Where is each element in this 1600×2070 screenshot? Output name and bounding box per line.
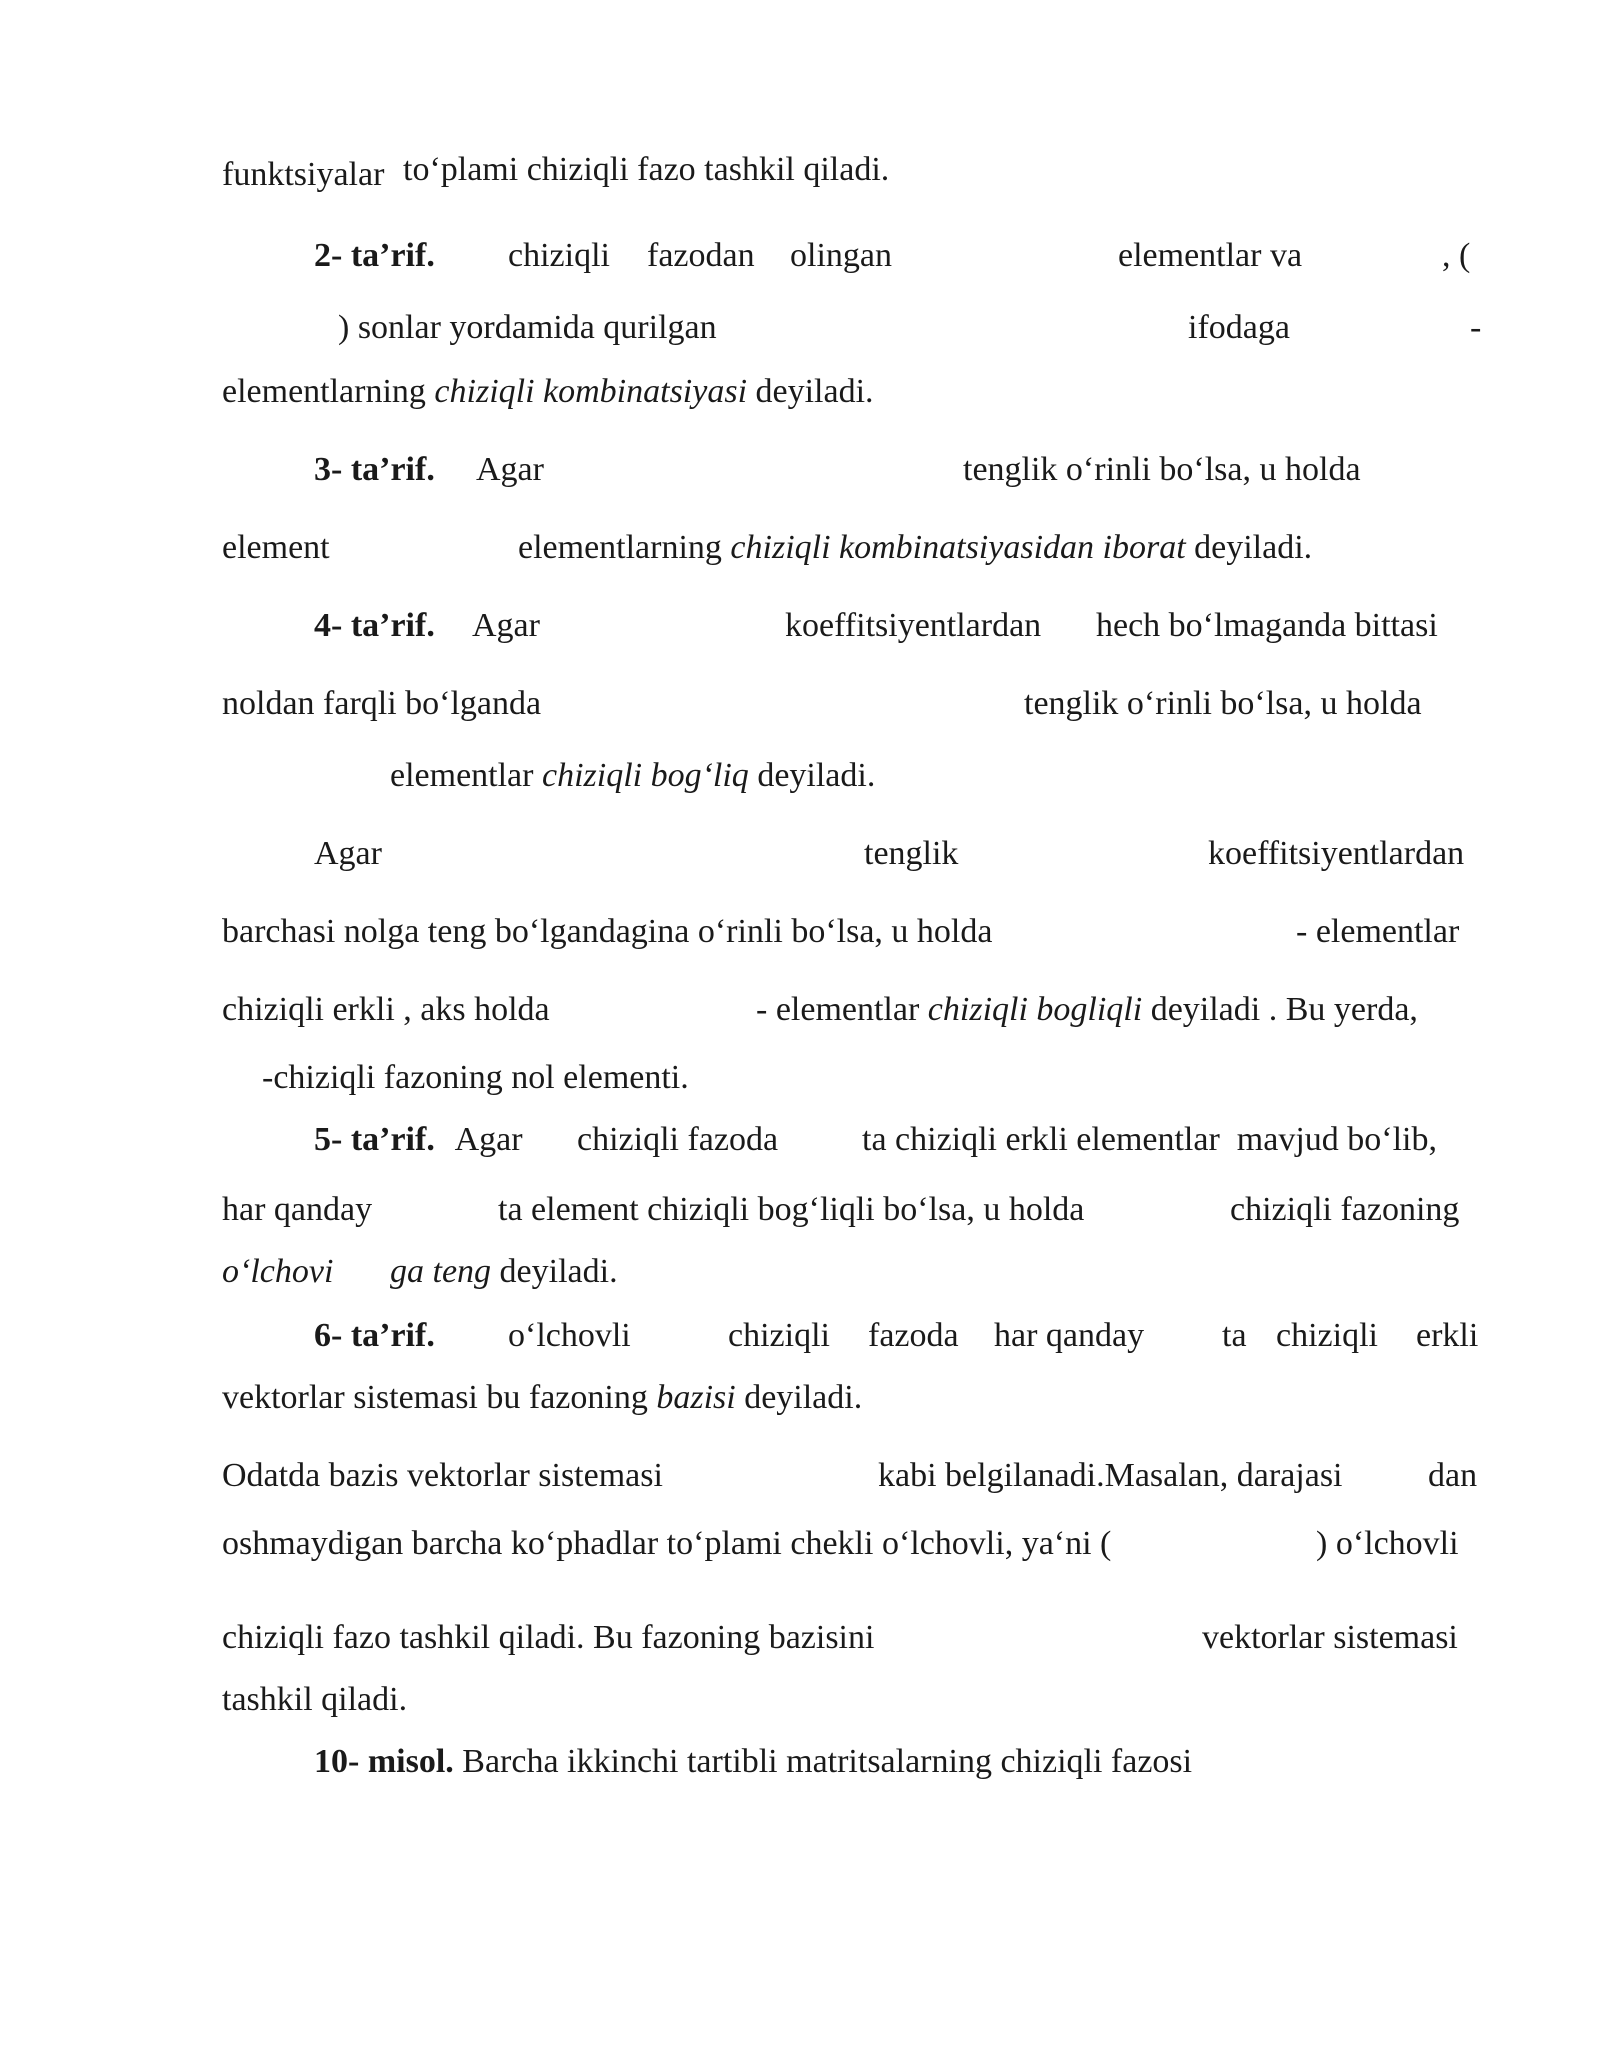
definition-5-heading: 5- ta’rif. [314,1121,435,1158]
text-line-18c: deyiladi. [735,1379,863,1416]
example-10-heading: 10- misol. [314,1743,454,1780]
text-line-15a: har qanday [222,1191,373,1228]
text-line-4a: elementlarning [222,373,435,410]
text-line-4c: deyiladi. [747,373,874,410]
text-line-19c: dan [1428,1457,1478,1494]
text-line-6a: element [222,529,330,566]
text-line-11a: barchasi nolga teng bo‘lgandagina o‘rinli bo‘lsa, u holda [222,913,993,950]
text-line-15c: chiziqli fazoning [1230,1191,1460,1228]
text-line-18a: vektorlar sistemasi bu fazoning [222,1379,657,1416]
text-line-17f: chiziqli [1276,1317,1378,1354]
text-line-12 [756,990,1418,1030]
text-line-10a: Agar [314,835,382,872]
text-line-23b: Barcha ikkinchi tartibli matritsalarning chiziqli fazosi [453,1743,1193,1780]
text-line-13: -chiziqli fazoning nol elementi. [262,1059,689,1096]
text-line-19b: kabi belgilanadi.Masalan, darajasi [878,1457,1343,1494]
term-chiziqli-bogliq: chiziqli bog‘liq [541,757,749,794]
text-line-17c: fazoda [868,1317,959,1354]
text-line-5a: Agar [476,451,544,488]
text-line-2e: , ( [1442,237,1471,274]
text-line-7a: Agar [472,607,540,644]
text-line-7c: hech bo‘lmaganda bittasi [1096,607,1438,644]
definition-3-heading: 3- ta’rif. [314,451,435,488]
term-ga-teng: ga teng [390,1253,492,1290]
text-line-10c: koeffitsiyentlardan [1208,835,1465,872]
definition-4-heading: 4- ta’rif. [314,607,435,644]
text-line-1a: funktsiyalar [222,156,385,193]
text-line-17b: chiziqli [728,1317,830,1354]
term-chiziqli-kombinatsiyasi: chiziqli kombinatsiyasi [434,373,748,410]
text-line-6 [518,528,1312,568]
text-line-10b: tenglik [864,835,959,872]
text-line-1b: to‘plami chiziqli fazo tashkil qiladi. [403,151,890,188]
text-line-4 [222,372,874,412]
text-line-21b: vektorlar sistemasi [1202,1619,1458,1656]
text-line-2a: chiziqli [508,237,610,274]
text-line-16 [390,1252,618,1292]
text-line-9c: deyiladi. [748,757,876,794]
text-line-3c: - [1470,309,1482,346]
text-line-17g: erkli [1416,1317,1479,1354]
term-olchovi: o‘lchovi [222,1253,334,1290]
text-line-5b: tenglik o‘rinli bo‘lsa, u holda [963,451,1361,488]
text-line-3b: ifodaga [1188,309,1290,346]
text-line-3a: ) sonlar yordamida qurilgan [338,309,717,346]
text-line-16c: deyiladi. [491,1253,618,1290]
text-line-2d: elementlar va [1118,237,1303,274]
text-line-7b: koeffitsiyentlardan [785,607,1042,644]
text-line-2c: olingan [790,237,892,274]
text-line-14a: Agar [448,1121,523,1158]
definition-6-heading: 6- ta’rif. [314,1317,435,1354]
text-line-9a: elementlar [390,757,542,794]
text-line-20a: oshmaydigan barcha ko‘phadlar to‘plami chekli o‘lchovli, ya‘ni ( [222,1525,1112,1562]
text-line-12b: - elementlar [756,991,928,1028]
text-line-9 [390,756,875,796]
text-line-15b: ta element chiziqli bog‘liqli bo‘lsa, u holda [498,1191,1085,1228]
text-line-21a: chiziqli fazo tashkil qiladi. Bu fazoning bazisini [222,1619,875,1656]
text-line-17a: o‘lchovli [508,1317,631,1354]
term-chiziqli-bogliqli: chiziqli bogliqli [927,991,1143,1028]
example-10 [314,1742,1192,1782]
text-line-22: tashkil qiladi. [222,1681,408,1718]
text-line-14c: ta chiziqli erkli elementlar mavjud bo‘lib, [862,1121,1437,1158]
text-line-12d: deyiladi . Bu yerda, [1142,991,1418,1028]
text-line-2b: fazodan [647,237,755,274]
text-line-6d: deyiladi. [1185,529,1313,566]
text-line-14b: chiziqli fazoda [577,1121,779,1158]
text-line-6b: elementlarning [518,529,731,566]
text-line-17e: ta [1222,1317,1247,1354]
text-line-18 [222,1378,862,1418]
text-line-12a: chiziqli erkli , aks holda [222,991,550,1028]
text-line-11b: - elementlar [1296,913,1460,950]
text-line-8b: tenglik o‘rinli bo‘lsa, u holda [1024,685,1422,722]
text-line-17d: har qanday [994,1317,1145,1354]
term-chiziqli-kombinatsiyasidan-iborat: chiziqli kombinatsiyasidan iborat [730,529,1186,566]
definition-2-heading: 2- ta’rif. [314,237,435,274]
term-bazisi: bazisi [656,1379,736,1416]
text-line-8a: noldan farqli bo‘lganda [222,685,542,722]
text-line-19a: Odatda bazis vektorlar sistemasi [222,1457,663,1494]
text-line-20b: ) o‘lchovli [1316,1525,1459,1562]
